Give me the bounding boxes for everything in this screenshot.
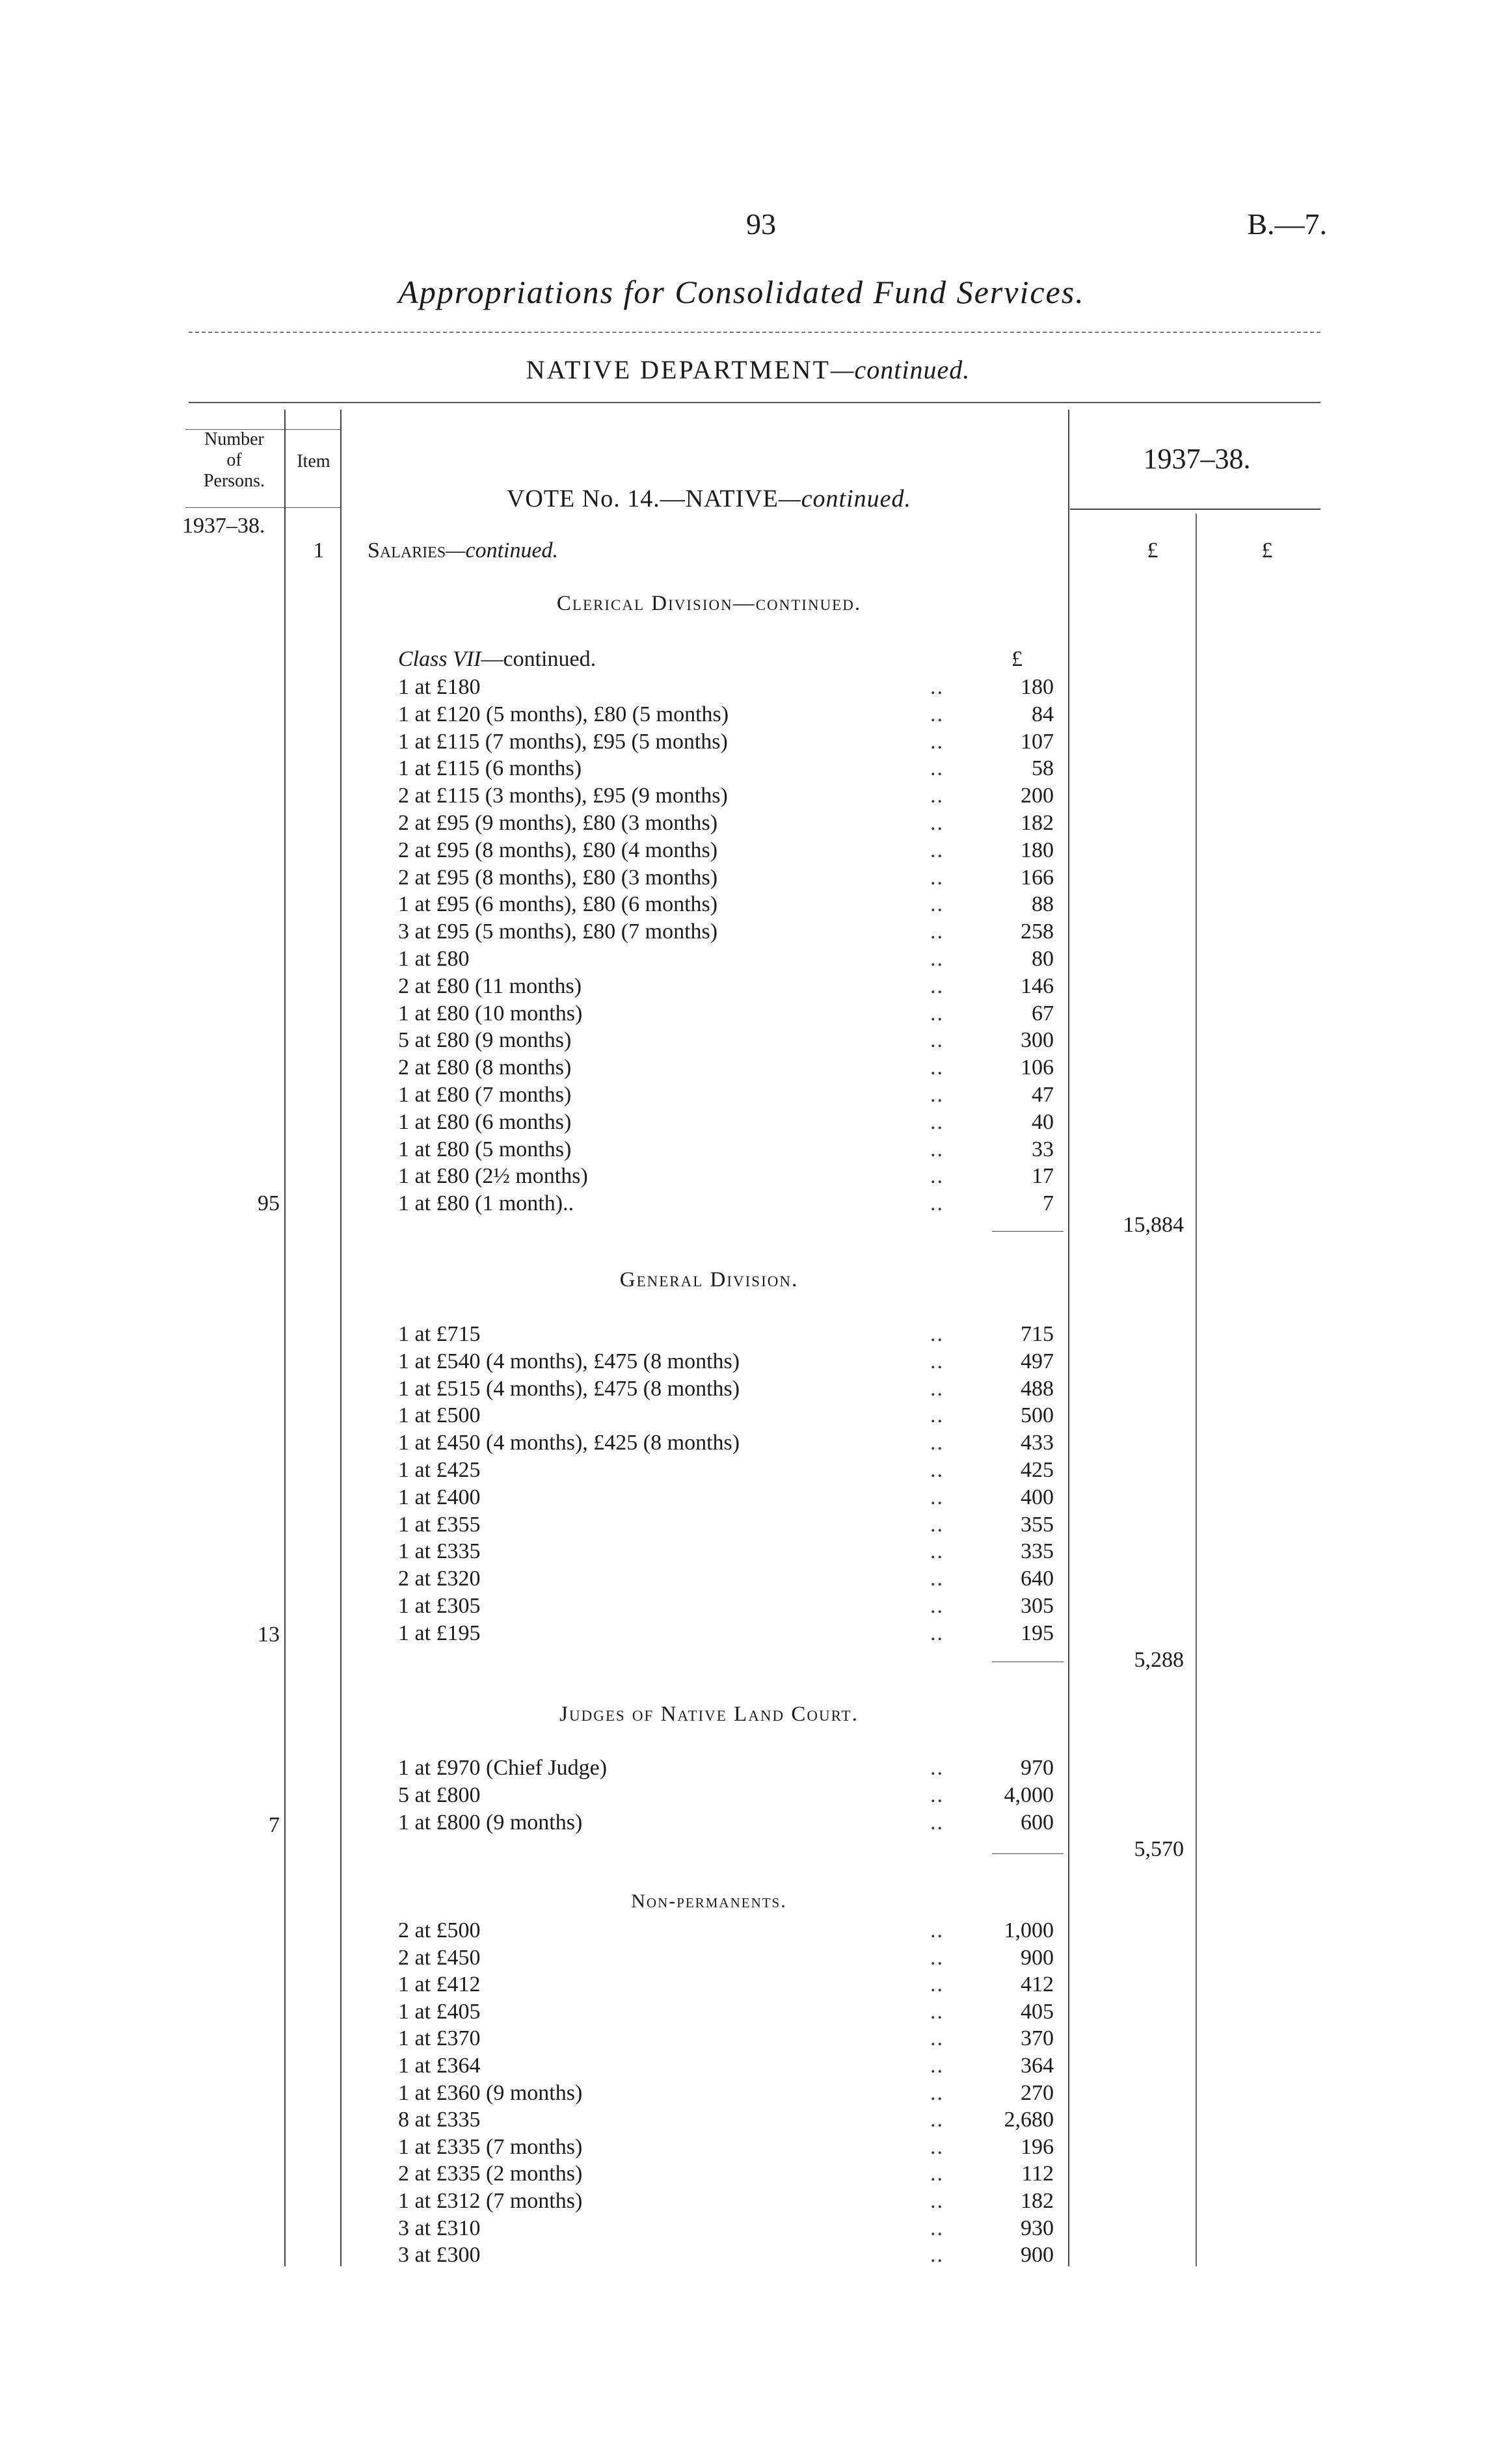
row-description: 2 at £335 (2 months)	[398, 2162, 583, 2186]
leader-dots: ..	[930, 784, 944, 808]
row-amount: 40	[1032, 1109, 1054, 1134]
leader-dots: ..	[930, 1594, 944, 1618]
year-header-rule	[1070, 509, 1320, 510]
row-description: 2 at £115 (3 months), £95 (9 months)	[398, 784, 728, 808]
row-description: 1 at £95 (6 months), £80 (6 months)	[398, 892, 718, 917]
leader-dots: ..	[930, 1083, 944, 1107]
table-row	[0, 702, 1487, 730]
table-row	[0, 947, 1487, 974]
row-description: 5 at £800	[398, 1782, 481, 1807]
row-description: 1 at £405	[398, 1999, 481, 2024]
row-description: 1 at £800 (9 months)	[398, 1810, 583, 1835]
leader-dots: ..	[930, 1164, 944, 1189]
leader-dots: ..	[930, 1109, 944, 1134]
row-description: 1 at £400	[398, 1485, 481, 1509]
row-amount: 488	[1021, 1376, 1054, 1401]
row-amount: 112	[1021, 2162, 1054, 2186]
class-suffix: —continued.	[481, 647, 596, 671]
section-title-nonpermanents: Non-permanents.	[631, 1890, 787, 1912]
table-row	[0, 1137, 1487, 1165]
row-amount: 640	[1021, 1567, 1054, 1591]
row-description: 1 at £355	[398, 1512, 481, 1537]
table-row	[0, 1946, 1487, 1973]
row-description: 3 at £300	[398, 2243, 481, 2268]
table-row	[0, 2108, 1487, 2135]
table-row	[0, 2189, 1487, 2216]
row-description: 2 at £95 (9 months), £80 (3 months)	[398, 811, 718, 835]
row-amount: 270	[1021, 2080, 1054, 2105]
row-amount: 600	[1021, 1810, 1054, 1835]
row-amount: 180	[1021, 675, 1054, 699]
table-row	[0, 1164, 1487, 1191]
salaries-heading	[368, 538, 558, 563]
table-row	[0, 1594, 1487, 1621]
row-amount: 182	[1021, 2189, 1054, 2213]
row-amount: 900	[1021, 2243, 1054, 2268]
section-total: 15,884	[1123, 1213, 1184, 1237]
row-description: 1 at £360 (9 months)	[398, 2080, 583, 2105]
row-amount: 900	[1021, 1945, 1054, 1970]
table-row	[0, 1001, 1487, 1029]
row-description: 1 at £115 (7 months), £95 (5 months)	[398, 729, 728, 754]
pound-sign-col1: £	[1147, 538, 1159, 563]
vote-name: VOTE No. 14.—NATIVE	[506, 485, 779, 512]
row-description: 1 at £970 (Chief Judge)	[398, 1756, 608, 1780]
table-row	[0, 1322, 1487, 1349]
row-amount: 4,000	[1004, 1782, 1054, 1807]
row-amount: 2,680	[1004, 2108, 1054, 2132]
table-row	[0, 1621, 1487, 1649]
leader-dots: ..	[930, 1191, 944, 1216]
section-title-judges: Judges of Native Land Court.	[559, 1702, 859, 1726]
table-top-rule	[189, 402, 1320, 403]
document-reference: B.—7.	[1247, 207, 1327, 241]
leader-dots: ..	[930, 1512, 944, 1537]
leader-dots: ..	[930, 2026, 944, 2051]
row-amount: 500	[1021, 1403, 1054, 1428]
row-amount: 196	[1021, 2134, 1054, 2159]
table-row	[0, 2026, 1487, 2054]
row-amount: 106	[1021, 1055, 1054, 1080]
row-amount: 412	[1021, 1972, 1054, 1997]
leader-dots: ..	[930, 1999, 944, 2024]
row-amount: 1,000	[1004, 1918, 1054, 1942]
table-row	[0, 2135, 1487, 2162]
row-description: 1 at £312 (7 months)	[398, 2189, 583, 2213]
table-row	[0, 1377, 1487, 1404]
leader-dots: ..	[930, 947, 944, 971]
row-description: 2 at £80 (8 months)	[398, 1055, 572, 1080]
title-rule	[189, 332, 1320, 333]
row-description: 1 at £540 (4 months), £475 (8 months)	[398, 1349, 740, 1373]
table-row	[0, 920, 1487, 947]
leader-dots: ..	[930, 1539, 944, 1564]
leader-dots: ..	[930, 2189, 944, 2213]
table-row	[0, 866, 1487, 893]
row-amount: 364	[1021, 2054, 1054, 2078]
row-description: 2 at £450	[398, 1945, 481, 1970]
salaries-suffix: —continued.	[446, 538, 559, 563]
table-row	[0, 1972, 1487, 2000]
table-row	[0, 1028, 1487, 1055]
row-amount: 497	[1021, 1349, 1054, 1373]
row-description: 1 at £80 (10 months)	[398, 1001, 583, 1026]
leader-dots: ..	[930, 865, 944, 890]
leader-dots: ..	[930, 756, 944, 781]
row-amount: 400	[1021, 1485, 1054, 1509]
subtotal-rule	[992, 1853, 1064, 1854]
row-description: 1 at £80 (7 months)	[398, 1083, 572, 1107]
pound-sign-col2: £	[1261, 538, 1273, 563]
leader-dots: ..	[930, 2134, 944, 2159]
leader-dots: ..	[930, 1431, 944, 1455]
page-number: 93	[746, 207, 776, 241]
vote-title	[351, 484, 1067, 513]
row-amount: 355	[1021, 1512, 1054, 1537]
persons-column-header	[185, 429, 283, 492]
leader-dots: ..	[930, 1403, 944, 1428]
leader-dots: ..	[930, 1810, 944, 1835]
class-heading	[398, 647, 596, 672]
row-amount: 58	[1032, 756, 1054, 781]
table-row	[0, 2081, 1487, 2108]
row-amount: 305	[1021, 1594, 1054, 1618]
leader-dots: ..	[930, 1756, 944, 1780]
row-description: 2 at £320	[398, 1567, 481, 1591]
row-description: 1 at £80	[398, 947, 470, 971]
leader-dots: ..	[930, 702, 944, 726]
row-amount: 84	[1032, 702, 1054, 726]
leader-dots: ..	[930, 1621, 944, 1645]
table-row	[0, 974, 1487, 1001]
table-row	[0, 1431, 1487, 1458]
leader-dots: ..	[930, 1137, 944, 1161]
table-row	[0, 2216, 1487, 2244]
table-row	[0, 756, 1487, 784]
table-row	[0, 1756, 1487, 1783]
row-amount: 7	[1043, 1191, 1054, 1216]
persons-count: 95	[258, 1191, 280, 1215]
row-amount: 33	[1032, 1137, 1054, 1161]
row-amount: 433	[1021, 1431, 1054, 1455]
table-row	[0, 1539, 1487, 1567]
row-description: 1 at £195	[398, 1621, 481, 1645]
section-title-clerical: Clerical Division—continued.	[556, 592, 862, 615]
leader-dots: ..	[930, 892, 944, 917]
class-label: Class VII	[398, 647, 481, 671]
row-description: 2 at £95 (8 months), £80 (4 months)	[398, 838, 718, 862]
page-title: Appropriations for Consolidated Fund Services.	[398, 274, 1085, 310]
row-amount: 47	[1032, 1083, 1054, 1107]
leader-dots: ..	[930, 838, 944, 862]
leader-dots: ..	[930, 920, 944, 944]
leader-dots: ..	[930, 675, 944, 699]
year-column-header: 1937–38.	[1143, 443, 1251, 475]
header-underline	[185, 507, 342, 508]
vote-suffix: —continued.	[778, 485, 912, 512]
table-row	[0, 1918, 1487, 1946]
row-description: 1 at £715	[398, 1322, 481, 1346]
persons-header-line: of	[226, 450, 242, 470]
row-description: 1 at £120 (5 months), £80 (5 months)	[398, 702, 729, 726]
row-description: 2 at £80 (11 months)	[398, 974, 582, 998]
leader-dots: ..	[930, 1055, 944, 1080]
item-column-header: Item	[297, 451, 330, 471]
row-amount: 17	[1032, 1164, 1054, 1189]
table-row	[0, 1458, 1487, 1485]
section-title-general: General Division.	[619, 1268, 799, 1292]
row-description: 1 at £115 (6 months)	[398, 756, 582, 781]
leader-dots: ..	[930, 1945, 944, 1970]
leader-dots: ..	[930, 729, 944, 754]
row-amount: 182	[1021, 811, 1054, 835]
row-amount: 300	[1021, 1028, 1054, 1053]
table-row	[0, 2162, 1487, 2189]
row-description: 1 at £450 (4 months), £425 (8 months)	[398, 1431, 740, 1455]
row-amount: 425	[1021, 1458, 1054, 1482]
leader-dots: ..	[930, 2054, 944, 2078]
table-row	[0, 811, 1487, 838]
leader-dots: ..	[930, 1349, 944, 1373]
persons-count: 13	[258, 1623, 280, 1647]
row-amount: 715	[1021, 1322, 1054, 1346]
row-description: 1 at £500	[398, 1403, 481, 1428]
row-amount: 88	[1032, 892, 1054, 917]
table-row	[0, 892, 1487, 920]
table-row	[0, 2000, 1487, 2027]
persons-header-line: Number	[204, 429, 264, 449]
leader-dots: ..	[930, 2108, 944, 2132]
row-description: 1 at £364	[398, 2054, 481, 2078]
table-row	[0, 1083, 1487, 1110]
leader-dots: ..	[930, 974, 944, 998]
leader-dots: ..	[930, 2162, 944, 2186]
row-amount: 335	[1021, 1539, 1054, 1564]
table-row	[0, 1191, 1487, 1219]
department-suffix: —continued.	[830, 355, 971, 384]
section-total: 5,570	[1134, 1837, 1184, 1861]
leader-dots: ..	[930, 1028, 944, 1053]
leader-dots: ..	[930, 1918, 944, 1942]
table-row	[0, 1403, 1487, 1431]
row-amount: 166	[1021, 865, 1054, 890]
leader-dots: ..	[930, 2243, 944, 2268]
row-description: 1 at £305	[398, 1594, 481, 1618]
persons-header-top	[185, 429, 342, 430]
table-row	[0, 784, 1487, 811]
row-amount: 146	[1021, 974, 1054, 998]
row-description: 2 at £500	[398, 1918, 481, 1942]
persons-year-label: 1937–38.	[182, 514, 265, 538]
row-amount: 107	[1021, 729, 1054, 754]
row-amount: 930	[1021, 2216, 1054, 2240]
table-row	[0, 675, 1487, 702]
row-amount: 370	[1021, 2026, 1054, 2051]
leader-dots: ..	[930, 1458, 944, 1482]
leader-dots: ..	[930, 1322, 944, 1346]
row-description: 1 at £335	[398, 1539, 481, 1564]
persons-header-line: Persons.	[203, 471, 265, 491]
leader-dots: ..	[930, 811, 944, 835]
row-description: 1 at £80 (1 month)..	[398, 1191, 574, 1216]
table-row	[0, 2243, 1487, 2270]
department-heading	[195, 354, 1301, 385]
leader-dots: ..	[930, 1567, 944, 1591]
row-description: 3 at £310	[398, 2216, 481, 2240]
row-description: 5 at £80 (9 months)	[398, 1028, 572, 1053]
row-amount: 970	[1021, 1756, 1054, 1780]
table-row	[0, 730, 1487, 757]
table-row	[0, 1567, 1487, 1594]
department-name: NATIVE DEPARTMENT	[526, 355, 831, 384]
row-amount: 67	[1032, 1001, 1054, 1026]
leader-dots: ..	[930, 2216, 944, 2240]
leader-dots: ..	[930, 1376, 944, 1401]
table-row	[0, 838, 1487, 866]
row-description: 1 at £425	[398, 1458, 481, 1482]
section-total: 5,288	[1134, 1648, 1184, 1672]
row-amount: 258	[1021, 920, 1054, 944]
row-amount: 80	[1032, 947, 1054, 971]
row-description: 1 at £80 (6 months)	[398, 1109, 572, 1134]
row-description: 1 at £180	[398, 675, 481, 699]
item-number: 1	[313, 538, 325, 563]
row-description: 1 at £370	[398, 2026, 481, 2051]
table-row	[0, 2054, 1487, 2081]
leader-dots: ..	[930, 2080, 944, 2105]
row-description: 1 at £335 (7 months)	[398, 2134, 583, 2159]
table-row	[0, 1110, 1487, 1137]
row-description: 1 at £80 (5 months)	[398, 1137, 572, 1161]
row-description: 1 at £515 (4 months), £475 (8 months)	[398, 1376, 740, 1401]
row-amount: 405	[1021, 1999, 1054, 2024]
table-row	[0, 1485, 1487, 1513]
table-row	[0, 1810, 1487, 1838]
table-row	[0, 1349, 1487, 1377]
row-description: 1 at £80 (2½ months)	[398, 1164, 588, 1189]
row-description: 2 at £95 (8 months), £80 (3 months)	[398, 865, 718, 890]
table-row	[0, 1055, 1487, 1083]
row-description: 1 at £412	[398, 1972, 481, 1997]
leader-dots: ..	[930, 1485, 944, 1509]
row-amount: 200	[1021, 784, 1054, 808]
amount-pound-sign: £	[1011, 647, 1023, 671]
table-row	[0, 1783, 1487, 1810]
leader-dots: ..	[930, 1782, 944, 1807]
salaries-label: Salaries	[368, 538, 446, 563]
leader-dots: ..	[930, 1001, 944, 1026]
leader-dots: ..	[930, 1972, 944, 1997]
row-description: 8 at £335	[398, 2108, 481, 2132]
row-amount: 195	[1021, 1621, 1054, 1645]
table-row	[0, 1513, 1487, 1540]
persons-count: 7	[269, 1813, 280, 1837]
row-amount: 180	[1021, 838, 1054, 862]
subtotal-rule	[992, 1231, 1064, 1232]
row-description: 3 at £95 (5 months), £80 (7 months)	[398, 920, 718, 944]
